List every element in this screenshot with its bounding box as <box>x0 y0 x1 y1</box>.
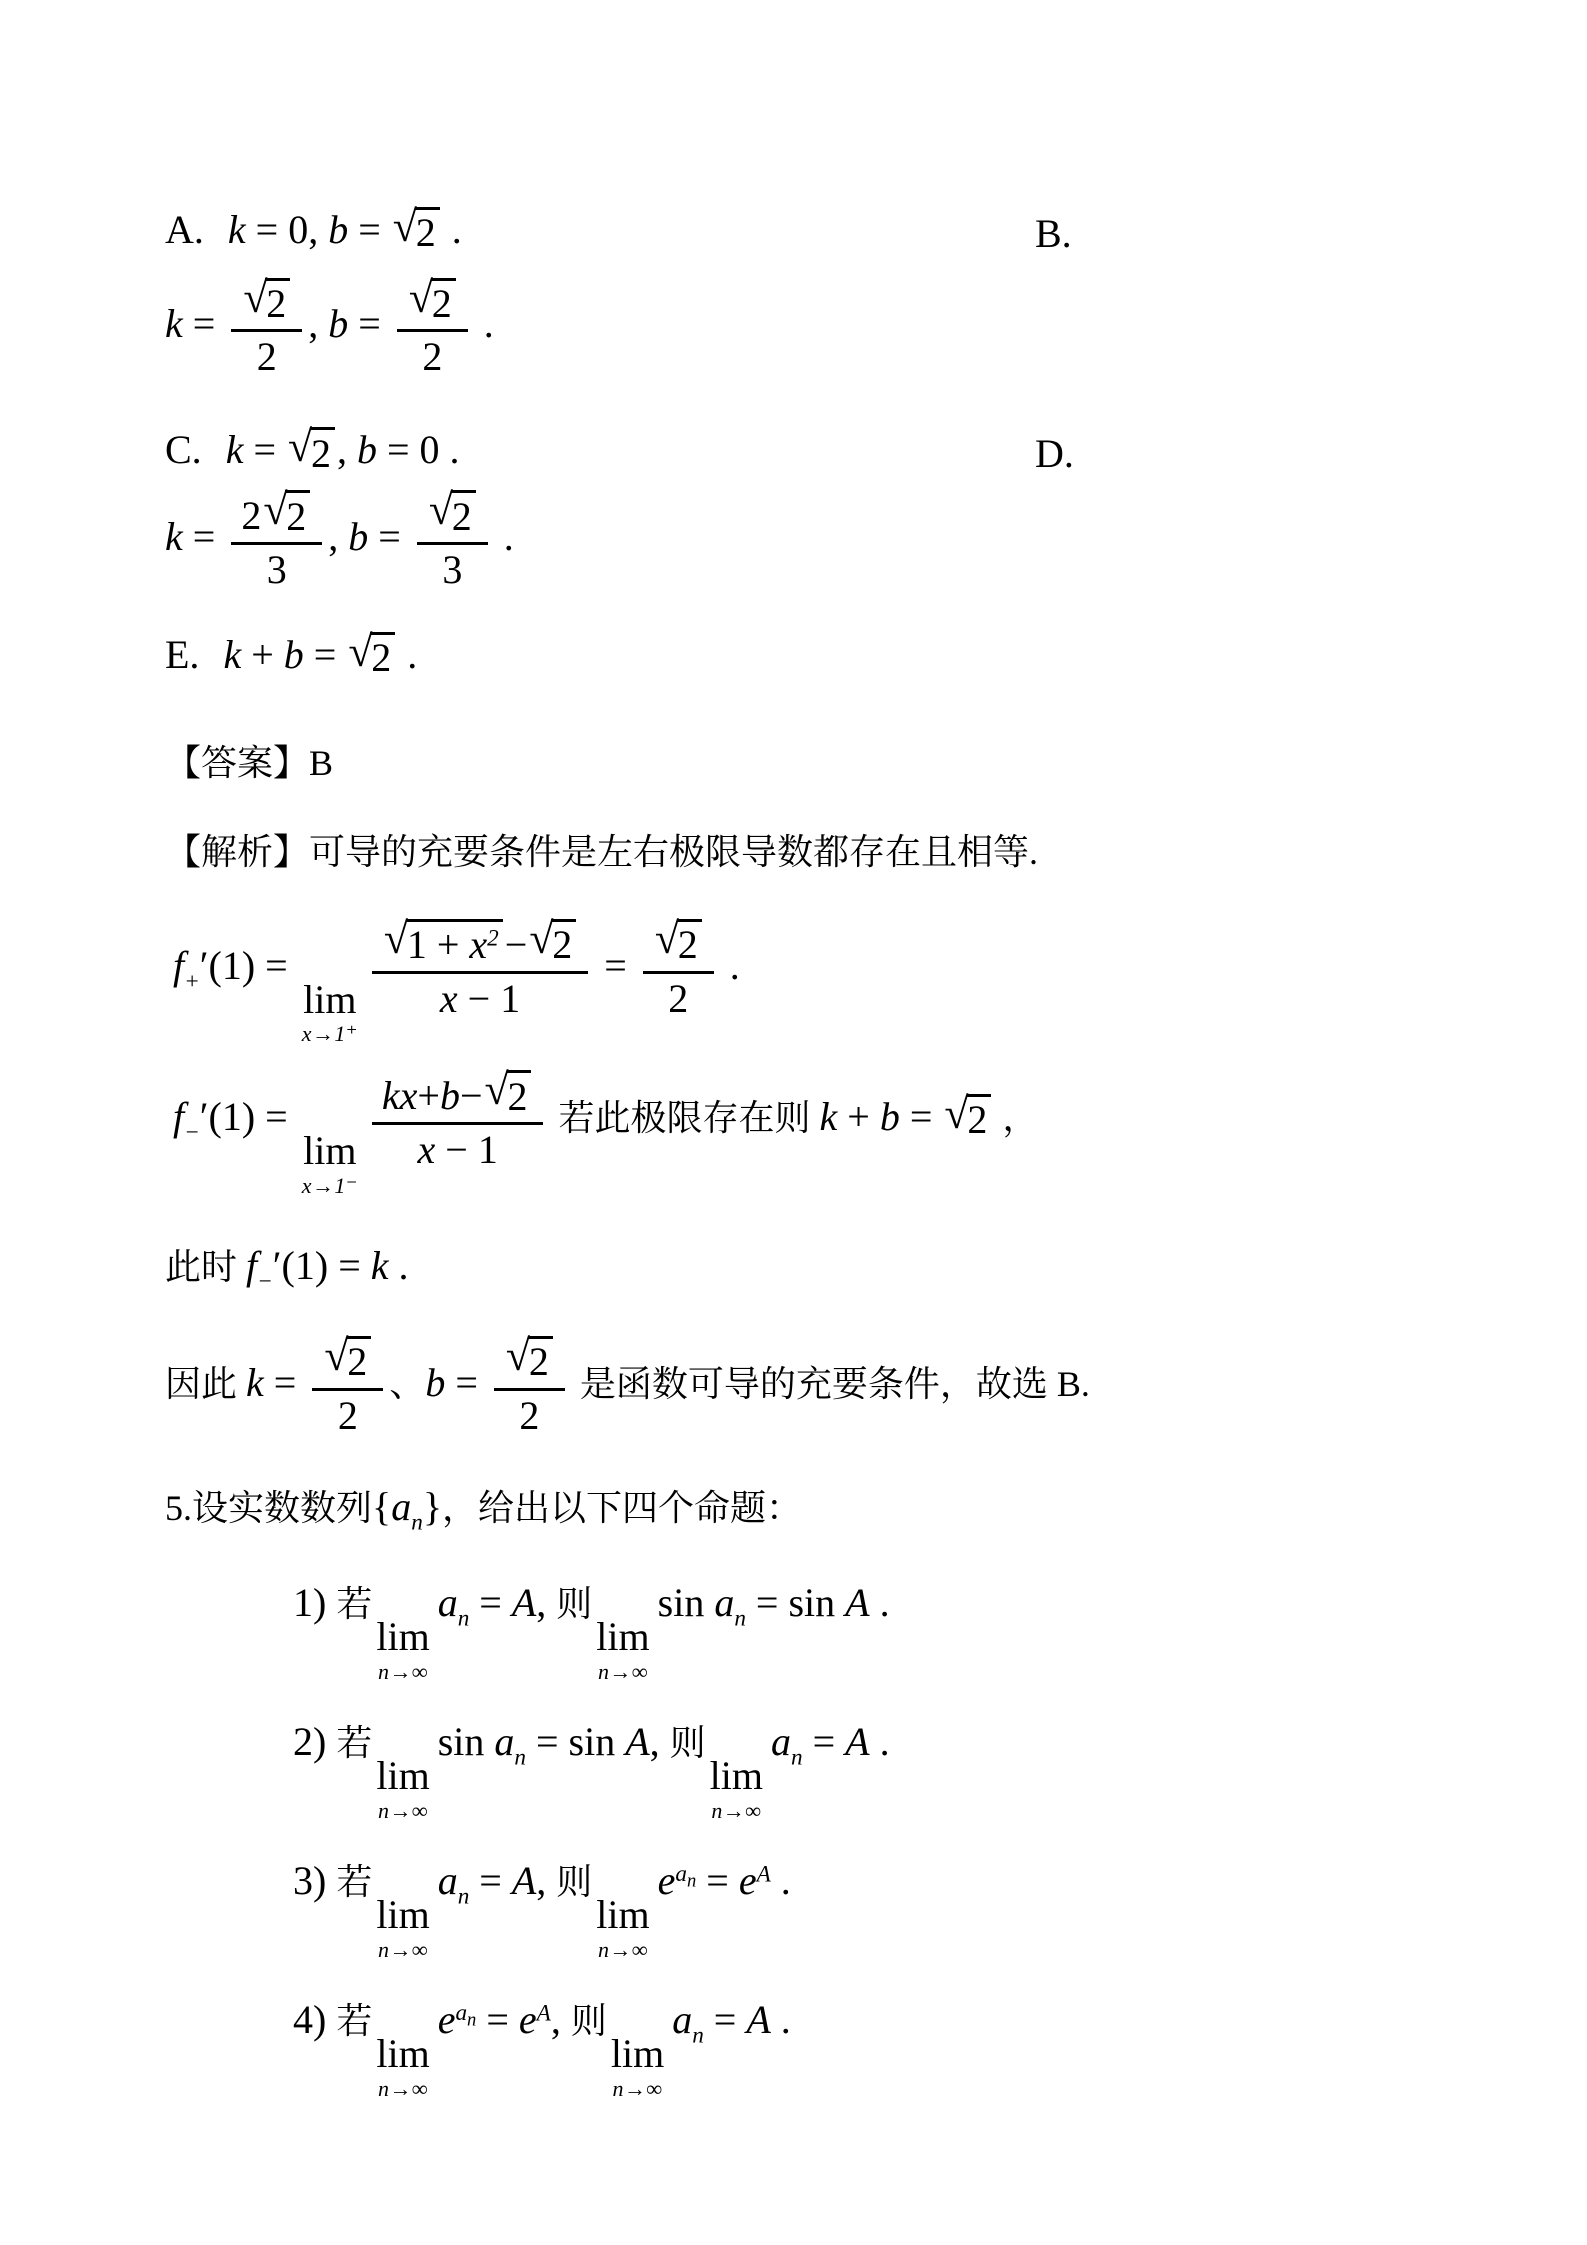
math-var: k <box>223 631 242 677</box>
math-sub: n <box>734 1605 746 1632</box>
math-txt: = <box>348 207 391 252</box>
radicand <box>406 919 503 966</box>
math-txt: = <box>594 942 637 988</box>
limit-word: lim <box>610 2030 665 2076</box>
math-cjk: 若 <box>336 2000 373 2041</box>
radical-sign: √ <box>243 272 268 322</box>
math-sub: + <box>184 967 200 994</box>
radical-sign: √ <box>408 272 433 322</box>
math-frac <box>372 913 588 1021</box>
math-var: f <box>173 942 185 988</box>
math-sqrt <box>243 272 290 327</box>
math-sup: A <box>756 1861 771 1888</box>
radicand <box>415 207 440 254</box>
math-txt: 2 <box>347 1339 368 1385</box>
math-txt: 2 <box>415 210 436 256</box>
math-var: b <box>283 631 304 677</box>
math-txt: 2 <box>668 975 689 1021</box>
math-txt: = sin <box>525 1719 626 1765</box>
math-txt: . <box>770 1996 791 2042</box>
fraction-denominator <box>440 974 520 1021</box>
math-sqrt <box>324 1331 371 1385</box>
radical-sign: √ <box>383 913 409 963</box>
math-var: b <box>328 301 349 347</box>
math-sqrt <box>288 422 335 476</box>
fraction-denominator <box>257 332 277 379</box>
fraction-denominator <box>338 1391 358 1438</box>
math-frac <box>312 1331 383 1438</box>
radical-sign: √ <box>392 201 417 251</box>
math-txt: = <box>303 631 347 677</box>
math-sup <box>455 2000 477 2031</box>
math-txt: } <box>422 1483 443 1529</box>
math-txt: = <box>243 427 287 473</box>
math-var: A <box>845 1719 870 1765</box>
radical-sign: √ <box>484 1065 509 1115</box>
math-txt: . <box>869 1580 890 1626</box>
math-cjk: 是函数可导的充要条件，故选 B. <box>570 1363 1090 1404</box>
radical-sign: √ <box>428 485 453 535</box>
math-sub: n <box>411 1508 423 1535</box>
math-txt: 3 <box>266 546 287 592</box>
math-txt: 2 <box>310 430 331 476</box>
proposition-4-line <box>293 1995 1447 2100</box>
math-txt: = 0 . <box>376 427 460 473</box>
math-var: k <box>227 207 246 252</box>
math-txt: = <box>348 301 391 347</box>
math-txt: 2 <box>256 334 277 380</box>
radicand <box>265 278 290 325</box>
proposition-2-line <box>293 1717 1447 1822</box>
math-var: a <box>391 1483 412 1529</box>
math-var: A <box>511 1858 537 1903</box>
math-var: b <box>348 513 369 559</box>
f-plus-derivative-line <box>173 913 1447 1047</box>
radicand <box>967 1094 992 1141</box>
math-var: b <box>328 207 349 252</box>
math-var: b <box>425 1359 446 1405</box>
math-var: a <box>675 1861 687 1888</box>
fraction-denominator <box>418 1125 498 1172</box>
math-sup <box>675 1861 697 1892</box>
math-var: a <box>714 1580 735 1626</box>
math-var: e <box>437 1996 456 2042</box>
math-sub: n <box>687 1870 697 1892</box>
math-cjk: 因此 <box>165 1363 247 1404</box>
radical-sign: √ <box>944 1088 969 1138</box>
math-txt: − <box>504 921 528 967</box>
math-txt: sin <box>437 1719 495 1765</box>
conclusion-line <box>165 1331 1447 1438</box>
math-var: k <box>165 513 183 559</box>
math-txt: 2 <box>528 1339 549 1385</box>
math-txt: , <box>536 1858 557 1903</box>
math-txt: = sin <box>745 1580 846 1626</box>
radicand <box>431 278 456 325</box>
math-txt: 2 <box>507 1073 528 1119</box>
math-cjk: 则 <box>556 1584 593 1625</box>
limit-word: lim <box>376 2030 430 2076</box>
answer-line <box>165 742 1447 785</box>
radicand <box>528 1336 553 1383</box>
f-plus-formula <box>173 913 740 1047</box>
math-txt: − 1 <box>435 1126 498 1172</box>
fraction-numerator <box>417 485 488 544</box>
radicand <box>310 427 335 474</box>
fraction-numerator <box>372 913 588 973</box>
math-sqrt <box>428 485 476 539</box>
math-var: x <box>439 975 458 1021</box>
math-sub: n <box>791 1744 803 1771</box>
math-txt: = <box>476 1996 519 2042</box>
math-sqrt <box>944 1088 991 1143</box>
proposition-1-formula <box>293 1580 890 1685</box>
math-cjk: 则 <box>669 1723 706 1764</box>
math-txt: { <box>372 1483 392 1529</box>
fraction-numerator <box>231 485 322 544</box>
fraction-denominator <box>422 332 442 379</box>
math-txt: . <box>397 631 418 677</box>
math-txt: = <box>703 1996 747 2042</box>
math-var: a <box>672 1996 693 2042</box>
math-txt: = <box>469 1580 512 1626</box>
math-txt: ′(1) = <box>199 1093 298 1139</box>
math-txt: 2 <box>431 281 452 327</box>
option-d-label: D. <box>1035 431 1074 477</box>
math-var: e <box>738 1858 757 1903</box>
math-txt: . <box>473 301 494 347</box>
math-cjk: ，给出以下四个命题： <box>442 1487 803 1528</box>
math-lim <box>709 1753 764 1823</box>
math-sub: − <box>257 1268 273 1295</box>
math-frac <box>417 485 488 592</box>
math-var: x <box>469 922 488 968</box>
math-txt: 2 <box>266 281 287 327</box>
math-sub: n <box>467 2009 477 2031</box>
math-txt: = <box>182 301 226 347</box>
fraction-numerator <box>372 1065 544 1124</box>
math-txt: 3 <box>442 546 463 592</box>
proposition-2-formula <box>293 1719 890 1823</box>
math-lim <box>610 2030 665 2101</box>
math-txt: + <box>417 1072 440 1118</box>
math-txt: . <box>719 942 740 988</box>
fraction-numerator <box>231 272 302 332</box>
radical-sign: √ <box>348 626 373 676</box>
math-txt: = <box>445 1359 488 1405</box>
proposition-3-formula <box>293 1858 791 1962</box>
question-5-line <box>165 1482 1447 1534</box>
math-txt: = <box>263 1359 307 1405</box>
math-txt: , <box>308 301 329 347</box>
radical-sign: √ <box>263 485 288 535</box>
radical-sign: √ <box>529 913 554 963</box>
math-txt: 4) <box>293 1996 337 2042</box>
limit-subscript: n→∞ <box>597 1936 648 1962</box>
math-frac <box>643 913 714 1021</box>
answer-value: B <box>309 742 334 783</box>
option-a-row <box>165 201 1447 256</box>
analysis-tag: 【解析】 <box>165 831 310 872</box>
analysis-text: 可导的充要条件是左右极限导数都存在且相等. <box>309 831 1039 872</box>
math-txt: 2 <box>241 492 262 538</box>
math-sqrt <box>654 913 702 968</box>
math-var: f <box>173 1093 185 1139</box>
fraction-numerator <box>397 272 468 332</box>
math-var: a <box>771 1719 792 1765</box>
math-sub: n <box>514 1744 526 1771</box>
math-txt: 1 + <box>406 922 470 968</box>
limit-word: lim <box>376 1614 430 1660</box>
math-cjk: 若 <box>336 1862 373 1902</box>
radical-sign: √ <box>654 913 679 963</box>
answer-tag: 【答案】 <box>165 742 310 783</box>
math-txt: 2 <box>519 1392 540 1438</box>
math-txt: . <box>869 1719 890 1765</box>
math-var: k <box>819 1093 838 1139</box>
math-txt: 2 <box>967 1097 988 1143</box>
math-var: A <box>625 1719 650 1765</box>
math-txt: 1) <box>293 1580 337 1626</box>
math-sub: n <box>692 2022 704 2049</box>
proposition-1-line <box>293 1578 1447 1683</box>
option-b-label: B. <box>1035 211 1072 256</box>
radical-sign: √ <box>324 1331 349 1381</box>
math-sub: − <box>184 1119 200 1146</box>
math-cjk: 则 <box>556 1862 593 1902</box>
math-lim <box>376 1892 430 1962</box>
math-txt: 2 <box>337 1392 358 1438</box>
limit-word: lim <box>596 1614 650 1660</box>
f-minus-formula <box>173 1065 1039 1198</box>
math-frac <box>231 272 302 380</box>
math-txt: ′(1) = <box>272 1242 371 1288</box>
math-sup: A <box>536 2000 551 2027</box>
math-txt: . <box>770 1858 791 1903</box>
fraction-denominator <box>267 545 287 592</box>
option-c-label: C. <box>165 427 202 473</box>
math-var: A <box>746 1996 771 2042</box>
math-txt: 2 <box>371 634 392 680</box>
math-var: a <box>494 1719 515 1765</box>
math-txt: , <box>536 1580 557 1626</box>
radicand <box>347 1336 372 1383</box>
question-5-text <box>165 1483 803 1535</box>
math-var: b <box>879 1093 900 1139</box>
proposition-4-formula <box>293 1996 791 2101</box>
option-a-formula <box>227 201 462 256</box>
cishi-formula <box>165 1242 409 1295</box>
math-txt: − <box>459 1072 483 1118</box>
f-minus-derivative-line <box>173 1065 1447 1198</box>
math-var: b <box>356 427 377 473</box>
radicand <box>370 632 395 679</box>
option-b-formula-line <box>165 272 1447 380</box>
conclusion-formula <box>165 1331 1090 1438</box>
math-txt: , <box>328 513 349 559</box>
math-lim <box>301 1127 358 1198</box>
option-e-label: E. <box>165 631 200 677</box>
math-var: b <box>439 1072 460 1118</box>
limit-subscript: n→∞ <box>378 2075 429 2101</box>
limit-word: lim <box>376 1753 430 1799</box>
math-frac <box>372 1065 544 1172</box>
math-sub: n <box>457 1605 470 1632</box>
math-var: A <box>511 1580 537 1626</box>
math-txt: − 1 <box>457 975 521 1021</box>
fraction-numerator <box>494 1331 565 1390</box>
math-var: k <box>246 1359 264 1405</box>
math-txt: 2 <box>451 493 472 539</box>
math-var: a <box>437 1858 458 1903</box>
math-txt: , <box>649 1719 670 1765</box>
limit-subscript: n→∞ <box>597 1659 648 1685</box>
radical-sign: √ <box>288 422 313 472</box>
math-txt: = <box>469 1858 512 1903</box>
math-txt: = <box>368 513 411 559</box>
math-txt: 2 <box>286 493 307 539</box>
limit-word: lim <box>596 1892 650 1937</box>
math-txt: 2 <box>552 922 573 968</box>
fraction-numerator <box>643 913 714 973</box>
math-cjk: 若 <box>336 1723 373 1764</box>
math-sup: 2 <box>487 925 499 952</box>
math-var: a <box>437 1580 458 1626</box>
limit-word: lim <box>709 1753 764 1799</box>
math-txt: + <box>241 631 284 677</box>
math-cjk: 此时 <box>165 1246 247 1287</box>
proposition-3-line <box>293 1856 1447 1961</box>
math-txt: sin <box>657 1580 715 1626</box>
math-sqrt <box>348 626 395 680</box>
math-txt: ′(1) = <box>199 942 298 988</box>
math-txt: , <box>550 1996 571 2042</box>
radicand <box>451 490 476 537</box>
math-lim <box>376 2030 430 2101</box>
math-frac <box>231 485 322 592</box>
math-txt: + <box>837 1093 880 1139</box>
math-sqrt <box>484 1065 532 1119</box>
math-lim <box>376 1753 430 1823</box>
math-sqrt <box>505 1331 553 1385</box>
math-txt: 2) <box>293 1719 337 1765</box>
option-e-row <box>165 626 1447 680</box>
math-sqrt <box>263 485 310 539</box>
math-txt: 2 <box>422 334 443 380</box>
math-sqrt <box>529 913 576 968</box>
math-cjk: ， <box>993 1097 1039 1138</box>
radicand <box>285 490 310 537</box>
limit-subscript: n→∞ <box>612 2075 663 2101</box>
radical-sign: √ <box>505 1331 531 1381</box>
math-var: x <box>417 1126 436 1172</box>
math-var: kx <box>381 1072 418 1118</box>
math-sqrt <box>392 201 440 256</box>
math-frac <box>397 272 468 380</box>
math-var: e <box>657 1858 676 1903</box>
limit-word: lim <box>303 1127 357 1173</box>
option-b-formula <box>165 272 494 380</box>
limit-subscript: n→∞ <box>711 1798 762 1823</box>
limit-word: lim <box>303 976 357 1022</box>
math-cjk: 若此极限存在则 <box>549 1097 820 1138</box>
limit-word: lim <box>376 1892 430 1937</box>
option-d-formula-line <box>165 485 1447 592</box>
math-txt: = <box>696 1858 739 1903</box>
math-txt: 2 <box>677 922 698 968</box>
limit-subscript: n→∞ <box>378 1659 429 1685</box>
math-var: k <box>225 427 244 473</box>
math-sqrt <box>408 272 456 327</box>
option-d-formula <box>165 485 514 592</box>
math-cjk: 5.设实数数列 <box>165 1487 373 1528</box>
option-c-formula <box>225 422 460 476</box>
math-lim <box>596 1614 650 1685</box>
math-cjk: 、 <box>389 1363 426 1404</box>
math-sqrt <box>383 913 503 968</box>
math-lim <box>301 976 358 1047</box>
math-txt: , <box>336 427 357 473</box>
limit-subscript: n→∞ <box>378 1798 429 1823</box>
fraction-denominator <box>442 545 462 592</box>
fraction-denominator <box>519 1391 539 1438</box>
radicand <box>677 919 702 966</box>
radicand <box>551 919 576 966</box>
option-e-formula <box>223 626 418 680</box>
limit-subscript: x→1⁻ <box>301 1172 358 1198</box>
math-var: f <box>246 1242 258 1288</box>
math-txt: = <box>182 513 226 559</box>
analysis-line <box>165 831 1447 874</box>
math-cjk: 若 <box>336 1584 373 1625</box>
math-txt: . <box>388 1242 409 1288</box>
math-txt: = 0, <box>245 207 329 252</box>
fraction-denominator <box>668 974 688 1021</box>
math-var: k <box>370 1242 389 1288</box>
math-txt: . <box>441 207 462 252</box>
math-txt: 3) <box>293 1858 337 1903</box>
radicand <box>507 1070 532 1117</box>
math-txt: = <box>802 1719 846 1765</box>
math-var: e <box>518 1996 537 2042</box>
math-lim <box>376 1614 430 1685</box>
option-c-row <box>165 422 1447 477</box>
math-sub: n <box>457 1883 470 1910</box>
fraction-numerator <box>312 1331 383 1390</box>
math-var: A <box>845 1580 870 1626</box>
math-frac <box>494 1331 565 1438</box>
cishi-line <box>165 1241 1447 1293</box>
math-txt: . <box>493 513 514 559</box>
math-cjk: 则 <box>570 2000 607 2041</box>
math-lim <box>596 1892 650 1962</box>
math-txt: = <box>899 1093 943 1139</box>
math-var: a <box>455 2000 468 2027</box>
limit-subscript: n→∞ <box>378 1936 429 1962</box>
option-a-label: A. <box>165 207 204 252</box>
limit-subscript: x→1⁺ <box>301 1021 358 1047</box>
math-var: k <box>165 301 183 347</box>
